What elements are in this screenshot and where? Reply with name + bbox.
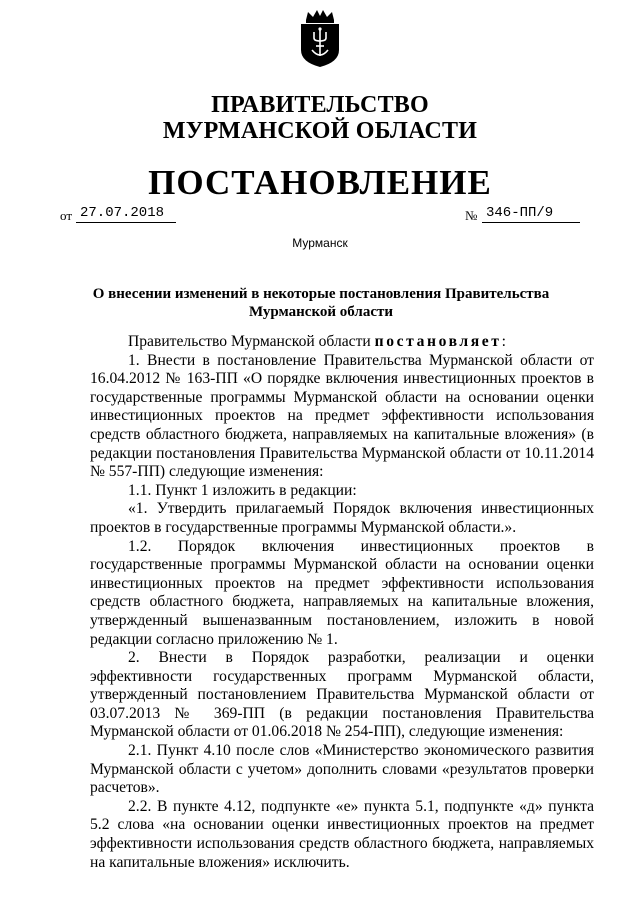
government-name-line2: МУРМАНСКОЙ ОБЛАСТИ [162, 118, 478, 144]
document-type: ПОСТАНОВЛЕНИЕ [148, 163, 492, 202]
document-body [90, 333, 594, 872]
paragraph-1: 1. Внести в постановление Правительства Мурманской области от 16.04.2012 № 163-ПП «О порядке включения инвестиционных проектов в государственные программы Мурманской области на основании оценки инвестиционных проектов на предмет эффективности использования средств областного бюджета, направляемых на капитальные вложения» (в редакции постановления Правительства Мурманской области от 10.11.2014 № 557-ПП) следующие изменения: [90, 351, 594, 481]
coat-of-arms-icon [298, 10, 342, 68]
government-name-line1: ПРАВИТЕЛЬСТВО [211, 92, 429, 118]
paragraph-1-1: 1.1. Пункт 1 изложить в редакции: [128, 481, 357, 499]
city-name: Мурманск [292, 236, 348, 250]
preamble [90, 333, 594, 352]
number-value: 346-ПП/9 [486, 205, 554, 221]
preamble-text: Правительство Мурманской области [128, 333, 375, 350]
document-title: О внесении изменений в некоторые постановления Правительства Мурманской области [92, 286, 550, 320]
date-underline [76, 222, 176, 223]
paragraph-2-2: 2.2. В пункте 4.12, подпункте «е» пункта 5.1, подпункте «д» пункта 5.2 слова «на основании оценки инвестиционных проектов на предмет эффективности использования средств областного бюджета, направляемых на капитальные вложения» исключить. [90, 797, 594, 871]
number-underline [482, 222, 580, 223]
paragraph-quote: «1. Утвердить прилагаемый Порядок включения инвестиционных проектов в государственные программы Мурманской области.». [90, 500, 594, 536]
paragraph-2-1: 2.1. Пункт 4.10 после слов «Министерство экономического развития Мурманской области с учетом» дополнить словами «результатов проверки расчетов». [90, 742, 594, 797]
date-value: 27.07.2018 [80, 205, 165, 221]
preamble-colon: : [501, 333, 506, 350]
decree-word: постановляет [374, 333, 502, 350]
paragraph-2: 2. Внести в Порядок разработки, реализации и оценки эффективности государственных программ Мурманской области, утвержденный постановлением Правительства Мурманской области от 03.07.2013 № 369-ПП (в редакции постановления Правительства Мурманской области от 01.06.2018 № 254-ПП), следующие изменения: [90, 649, 594, 741]
date-label: от [60, 208, 73, 223]
paragraph-1-2: 1.2. Порядок включения инвестиционных проектов в государственные программы Мурманской области на основании оценки инвестиционных проектов на предмет эффективности использования средств областного бюджета, направляемых на капитальные вложения, утвержденный вышеназванным постановлением, изложить в новой редакции согласно приложению № 1. [90, 537, 594, 648]
number-label: № [465, 208, 478, 223]
